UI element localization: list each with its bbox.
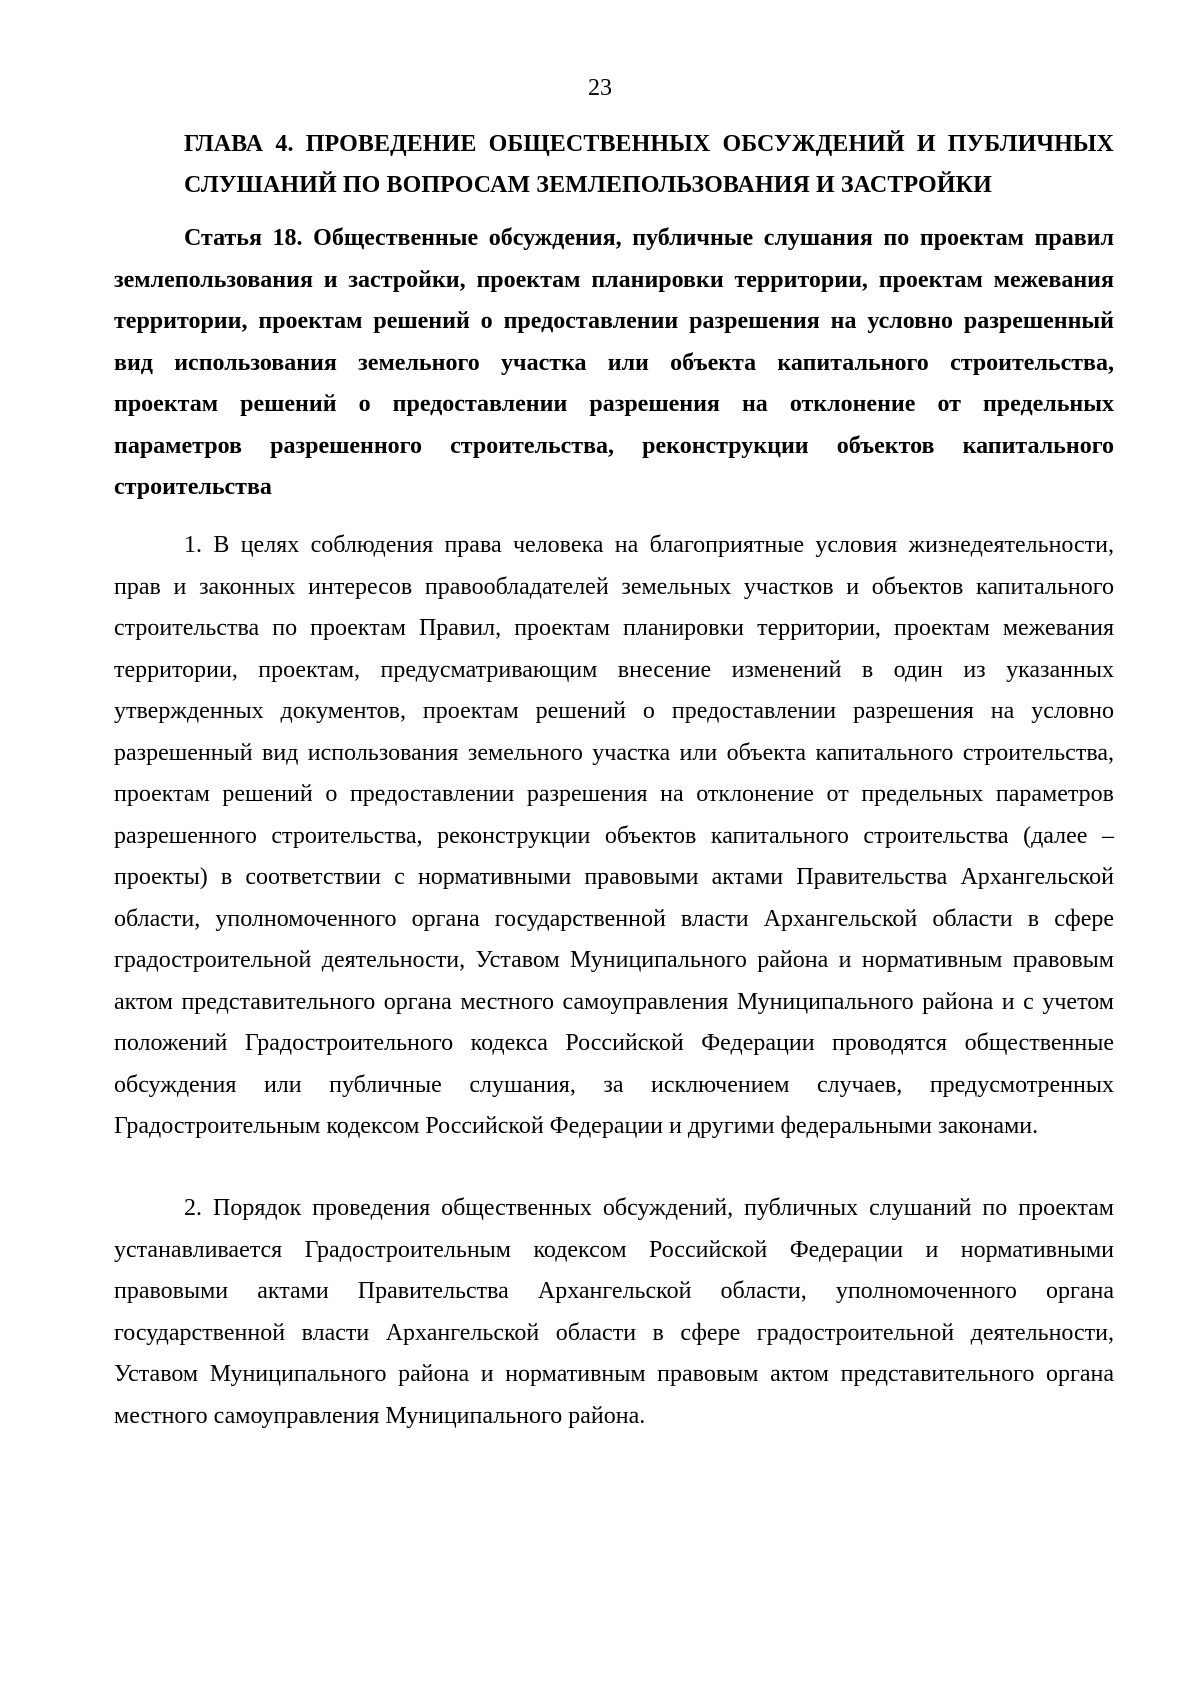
chapter-title: ГЛАВА 4. ПРОВЕДЕНИЕ ОБЩЕСТВЕННЫХ ОБСУЖДЕНИЙ И ПУБЛИЧНЫХ СЛУШАНИЙ ПО ВОПРОСАМ ЗЕМЛЕПОЛЬЗОВАНИЯ И ЗАСТРОЙКИ <box>184 131 1114 198</box>
article-title: Статья 18. Общественные обсуждения, публичные слушания по проектам правил землепользования и застройки, проектам планировки территории, проектам межевания территории, проектам решений о предоставлении разрешения на условно разрешенный вид использования земельного участка или объекта капитального строительства, проектам решений о предоставлении разрешения на отклонение от предельных параметров разрешенного строительства, реконструкции объектов капитального строительства <box>114 225 1114 500</box>
page-number: 23 <box>588 75 612 101</box>
article-paragraph-1: 1. В целях соблюдения права человека на благоприятные условия жизнедеятельности, прав и законных интересов правообладателей земельных участков и объектов капитального строительства по проектам Правил, проектам планировки территории, проектам межевания территории, проектам, предусматривающим внесение изменений в один из указанных утвержденных документов, проектам решений о предоставлении разрешения на условно разрешенный вид использования земельного участка или объекта капитального строительства, проектам решений о предоставлении разрешения на отклонение от предельных параметров разрешенного строительства, реконструкции объектов капитального строительства (далее – проекты) в соответствии с нормативными правовыми актами Правительства Архангельской области, уполномоченного органа государственной власти Архангельской области в сфере градостроительной деятельности, Уставом Муниципального района и нормативным правовым актом представительного органа местного самоуправления Муниципального района и с учетом положений Градостроительного кодекса Российской Федерации проводятся общественные обсуждения или публичные слушания, за исключением случаев, предусмотренных Градостроительным кодексом Российской Федерации и другими федеральными законами. <box>114 532 1114 1139</box>
article-paragraph-2: 2. Порядок проведения общественных обсуждений, публичных слушаний по проектам устанавливается Градостроительным кодексом Российской Федерации и нормативными правовыми актами Правительства Архангельской области, уполномоченного органа государственной власти Архангельской области в сфере градостроительной деятельности, Уставом Муниципального района и нормативным правовым актом представительного органа местного самоуправления Муниципального района. <box>114 1195 1114 1429</box>
